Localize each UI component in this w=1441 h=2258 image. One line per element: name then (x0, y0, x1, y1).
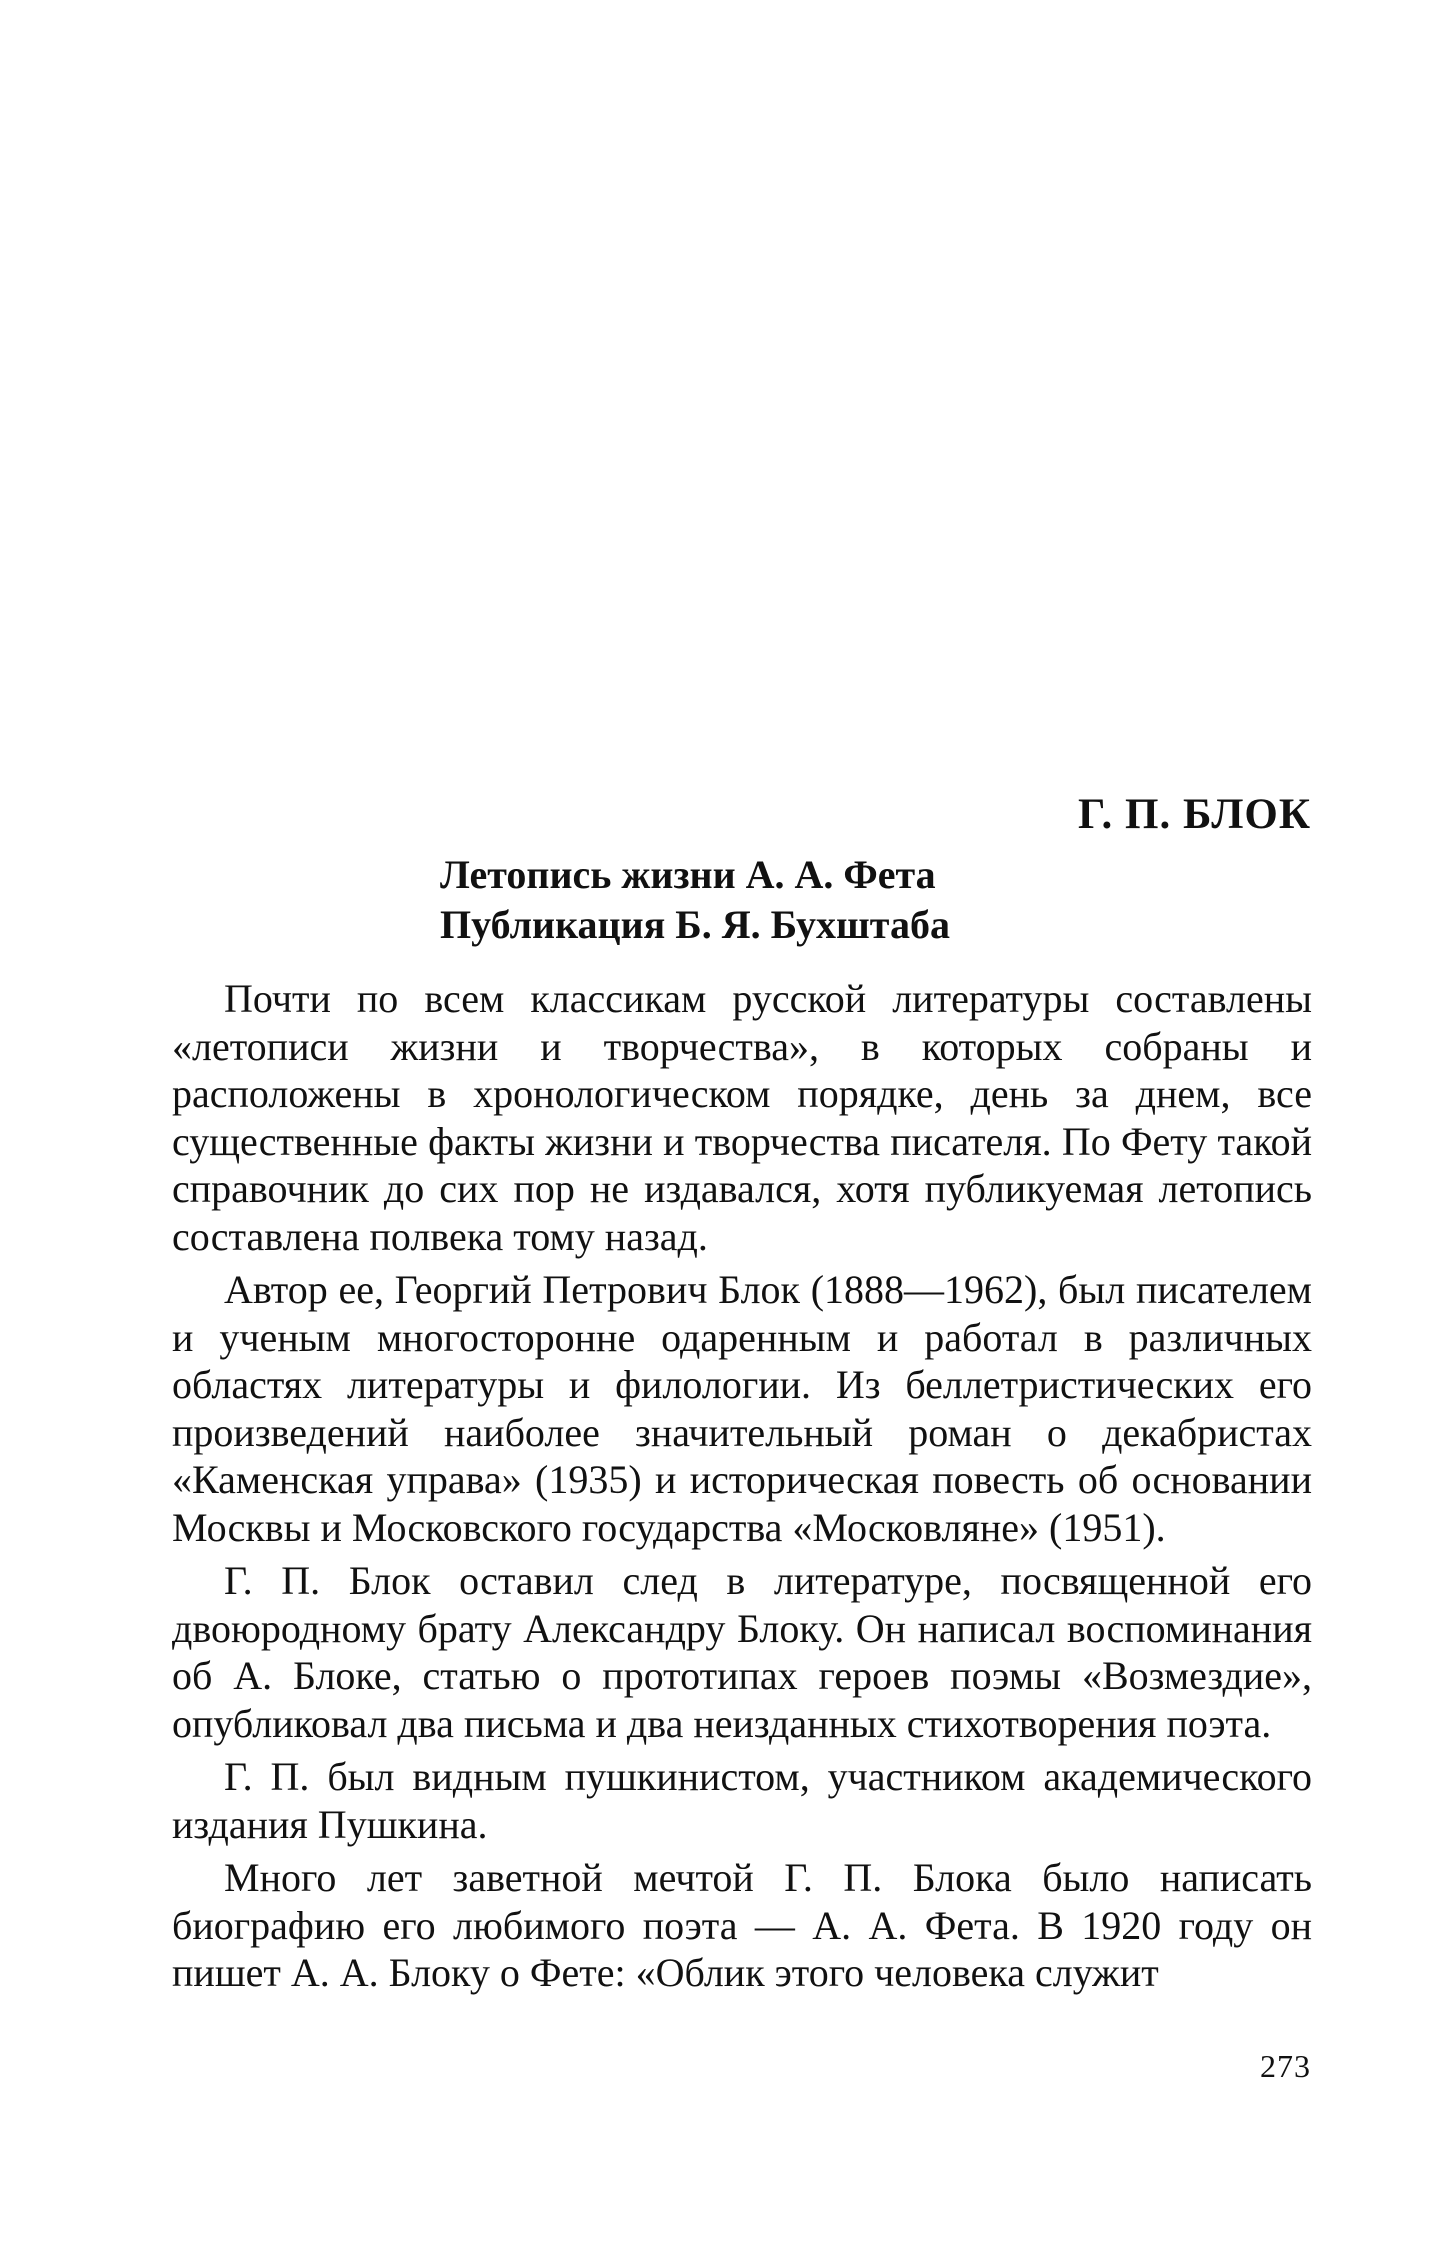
paragraph: Много лет заветной мечтой Г. П. Блока было написать биографию его любимого поэта — А. А. Фета. В 1920 году он пишет А. А. Блоку о Фете: «Облик этого человека служит (172, 1855, 1312, 1995)
page-number: 273 (1260, 2048, 1311, 2084)
author-heading: Г. П. БЛОК (1078, 791, 1311, 838)
publication-credit: Публикация Б. Я. Бухштаба (440, 902, 950, 947)
paragraph: Автор ее, Георгий Петрович Блок (1888—1962), был писателем и ученым многосторонне одаренным и работал в различных областях литературы и филологии. Из беллетристических его произведений наиболее значительный роман о декабристах «Каменская управа» (1935) и историческая повесть об основании Москвы и Московского государства «Московляне» (1951). (172, 1267, 1312, 1550)
body-text (172, 975, 1312, 2003)
paragraph: Почти по всем классикам русской литературы составлены «летописи жизни и творчества», в которых собраны и расположены в хронологическом порядке, день за днем, все существенные факты жизни и творчества писателя. По Фету такой справочник до сих пор не издавался, хотя публикуемая летопись составлена полвека тому назад. (172, 976, 1312, 1259)
chapter-title: Летопись жизни А. А. Фета (440, 852, 936, 897)
title-block (440, 850, 1040, 950)
paragraph: Г. П. Блок оставил след в литературе, посвященной его двоюродному брату Александру Блоку. Он написал воспоминания об А. Блоке, статью о прототипах героев поэмы «Возмездие», опубликовал два письма и два неизданных стихотворения поэта. (172, 1558, 1312, 1746)
paragraph: Г. П. был видным пушкинистом, участником академического издания Пушкина. (172, 1754, 1312, 1847)
